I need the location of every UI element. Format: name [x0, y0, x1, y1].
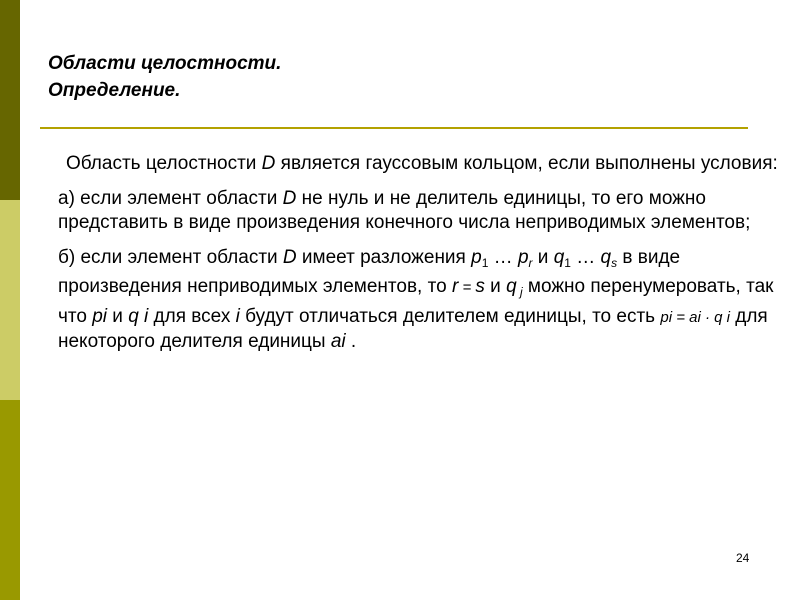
sub-1-p: 1 — [481, 255, 489, 270]
ellipsis-q: … — [570, 246, 601, 268]
var-s: s — [475, 276, 485, 297]
cond-a-text-2: не нуль и не делитель единицы, то его можно представить в виде произведения конечного числа неприводимых элементов; — [58, 187, 751, 233]
sub-s: s — [611, 255, 618, 270]
sub-r: r — [528, 255, 533, 270]
and-1: и — [532, 246, 554, 268]
var-q: q — [553, 246, 565, 268]
cond-b-text-6: будут отличаться делителем единицы, то есть — [239, 305, 661, 327]
cond-b-var-d: D — [282, 246, 297, 268]
page-number: 24 — [736, 551, 750, 565]
cond-b-text-7: для некоторого делителя единицы — [58, 305, 768, 352]
var-i: i — [235, 305, 240, 327]
var-r: r — [451, 276, 459, 297]
title-divider — [40, 127, 748, 129]
slide-body — [58, 152, 778, 365]
slide-title — [48, 50, 281, 104]
intro-text-2: является гауссовым кольцом, если выполнены условия: — [275, 153, 778, 174]
condition-a — [58, 187, 778, 236]
cond-b-text-1: б) если элемент области — [58, 246, 283, 268]
cond-a-text-1: а) если элемент области — [58, 187, 283, 209]
and-3: и — [107, 305, 129, 327]
sub-j: j — [516, 285, 523, 299]
cond-b-text-3: в виде произведения неприводимых элементов, то — [58, 246, 681, 297]
sub-1-q: 1 — [564, 255, 571, 270]
equals-1: = — [458, 279, 476, 296]
ellipsis-p: … — [488, 246, 518, 268]
title-line-1: Области целостности. — [48, 53, 282, 74]
var-p-2: p — [517, 246, 529, 268]
intro-var-d: D — [261, 153, 276, 174]
var-p: p — [471, 246, 482, 268]
side-decoration-bar — [0, 0, 20, 600]
and-2: и — [484, 276, 507, 297]
bar-segment-bottom — [0, 400, 20, 600]
intro-text-1: Область целостности — [66, 153, 262, 174]
cond-b-text-2: имеет разложения — [296, 246, 472, 268]
bar-segment-middle — [0, 200, 20, 400]
cond-a-var-d: D — [282, 187, 297, 209]
bar-segment-top — [0, 0, 20, 200]
var-qi: q i — [128, 305, 149, 327]
formula-pi-ai-qi: pi = ai · q i — [660, 308, 730, 326]
var-q-2: q — [600, 246, 612, 268]
intro-paragraph — [58, 152, 778, 177]
var-q-3: q — [506, 276, 517, 297]
cond-b-text-4: можно перенумеровать, так что — [58, 276, 774, 327]
cond-b-text-8: . — [345, 331, 357, 352]
cond-b-text-5: для всех — [148, 305, 236, 327]
title-line-2: Определение. — [48, 80, 181, 101]
condition-b — [58, 246, 778, 355]
var-ai: ai — [330, 331, 346, 352]
var-pi: pi — [92, 305, 108, 327]
